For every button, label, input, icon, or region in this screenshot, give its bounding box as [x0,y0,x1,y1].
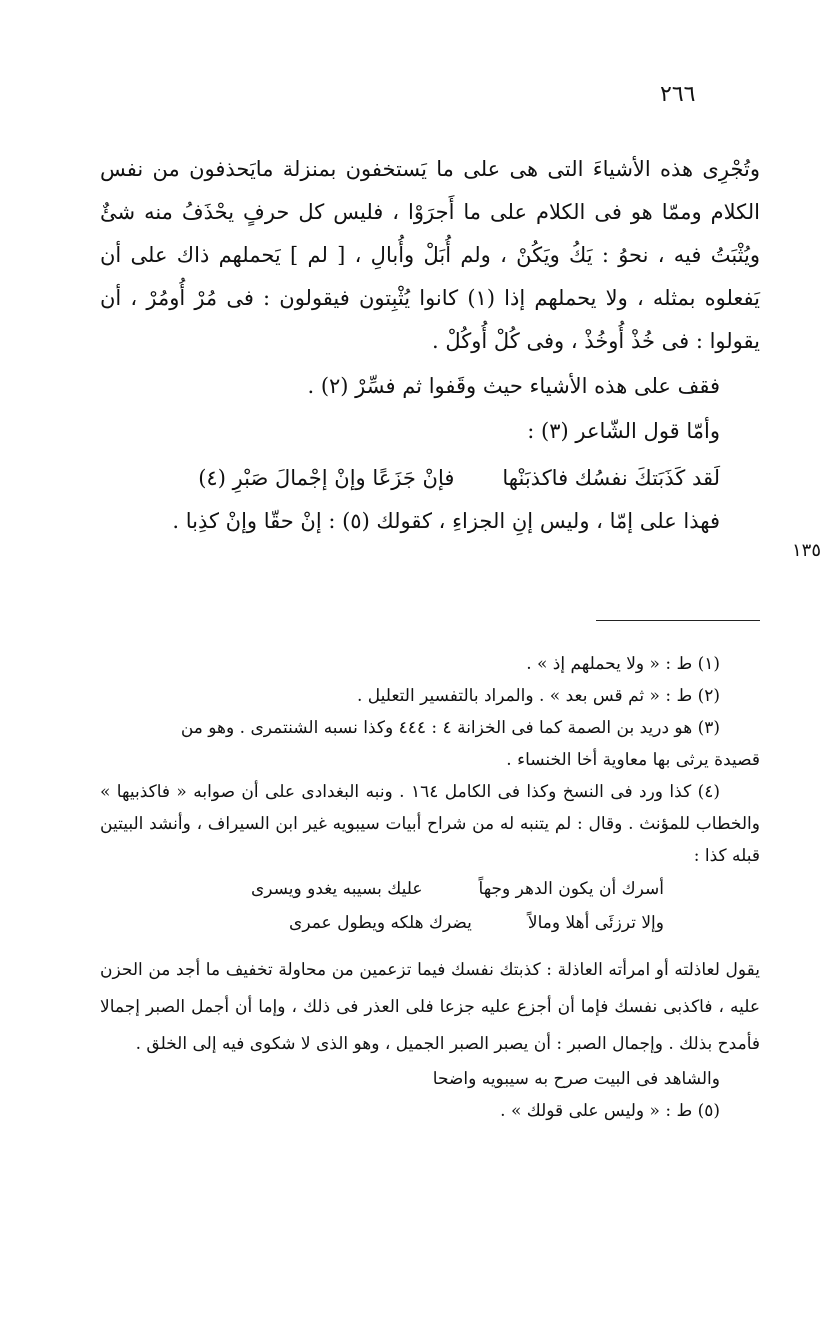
footnote-divider [596,620,760,621]
footnote-3-line-2: قصيدة يرثى بها معاوية أخا الخنساء . [506,750,760,770]
paragraph-4: فهذا على إمّا ، وليس إنِ الجزاءِ ، كقولك (٥) : إنْ حقّا وإنْ كذِبا . [172,509,720,533]
margin-page-number: ١٣٥ [792,540,822,561]
verse-first-hemistich: لَقد كَذَبَتكَ نفسُك فاكذبَنْها [502,466,720,490]
paragraph-2: فقف على هذه الأشياء حيث وقَفوا ثم فسِّرْ (٢) . [307,374,720,398]
footnote-verse-1 [100,872,760,906]
main-text [100,148,760,543]
paragraph-1: وتُجْرِى هذه الأشياءَ التى هى على ما يَستخفون بمنزلة مايَحذفون من نفس الكلام وممّا هو فى الكلام على ما أَجرَوْا ، فليس كل حرفٍ يحْذَفُ منه شئٌ ويُثْبَتُ فيه ، نحوُ : يَكُ ويَكُنْ ، ولم أُبَلْ وأُبالِ ، [ لم ] يَحملهم ذاك على أن يَفعلوه بمثله ، ولا يحملهم إذا (١) كانوا يُثْبِتون فيقولون : فى مُرْ أُومُرْ ، أن يقولوا : فى خُذْ أُوخُذْ ، وفى كُلْ أُوكُلْ . [100,157,760,353]
footnote-verse-1-second: عليك بسيبه يغدو ويسرى [250,879,423,899]
footnote-shahid: والشاهد فى البيت صرح به سيبويه واضحا [432,1069,720,1089]
footnote-verse-2-second: يضرك هلكه ويطول عمرى [289,913,472,933]
footnote-4: (٤) كذا ورد فى النسخ وكذا فى الكامل ١٦٤ . ونبه البغدادى على أن صوابه « فاكذبيها » والخطاب للمؤنث . وقال : لم يتنبه له من شراح أبيات سيبويه غير ابن السيراف ، وأنشد البيتين قبله كذا : [100,782,760,866]
footnote-5: (٥) ط : « وليس على قولك » . [500,1101,720,1121]
verse-line [100,457,760,500]
footnote-verse-2-first: وإلا ترزئَى أهلا ومالاً [527,913,664,933]
paragraph-3: وأمّا قول الشّاعر (٣) : [527,419,720,443]
verse-second-hemistich: فإنْ جَزَعًا وإنْ إجْمالَ صَبْرِ (٤) [198,466,455,490]
footnote-verse-2 [100,906,760,940]
footnote-1: (١) ط : « ولا يحملهم إذ » . [526,654,720,674]
footnotes [100,648,760,1127]
footnote-verse-1-first: أسرك أن يكون الدهر وجهاً [478,879,664,899]
page-number: ٢٦٦ [660,82,696,107]
footnote-2: (٢) ط : « ثم قس بعد » . والمراد بالتفسير التعليل . [357,686,720,706]
footnote-commentary: يقول لعاذلته أو امرأته العاذلة : كذبتك نفسك فيما تزعمين من محاولة تخفيف ما أجد من الحزن عليه ، فاكذبى نفسك فإما أن أجزع عليه جزعا فلى العذر فى ذلك ، وإما أن أجمل الصبر إجمالا فأمدح بذلك . وإجمال الصبر : أن يصبر الصبر الجميل ، وهو الذى لا شكوى فيه إلى الخلق . [100,960,760,1054]
footnote-3-line-1: (٣) هو دريد بن الصمة كما فى الخزانة ٤ : ٤٤٤ وكذا نسبه الشنتمرى . وهو من [180,718,720,738]
